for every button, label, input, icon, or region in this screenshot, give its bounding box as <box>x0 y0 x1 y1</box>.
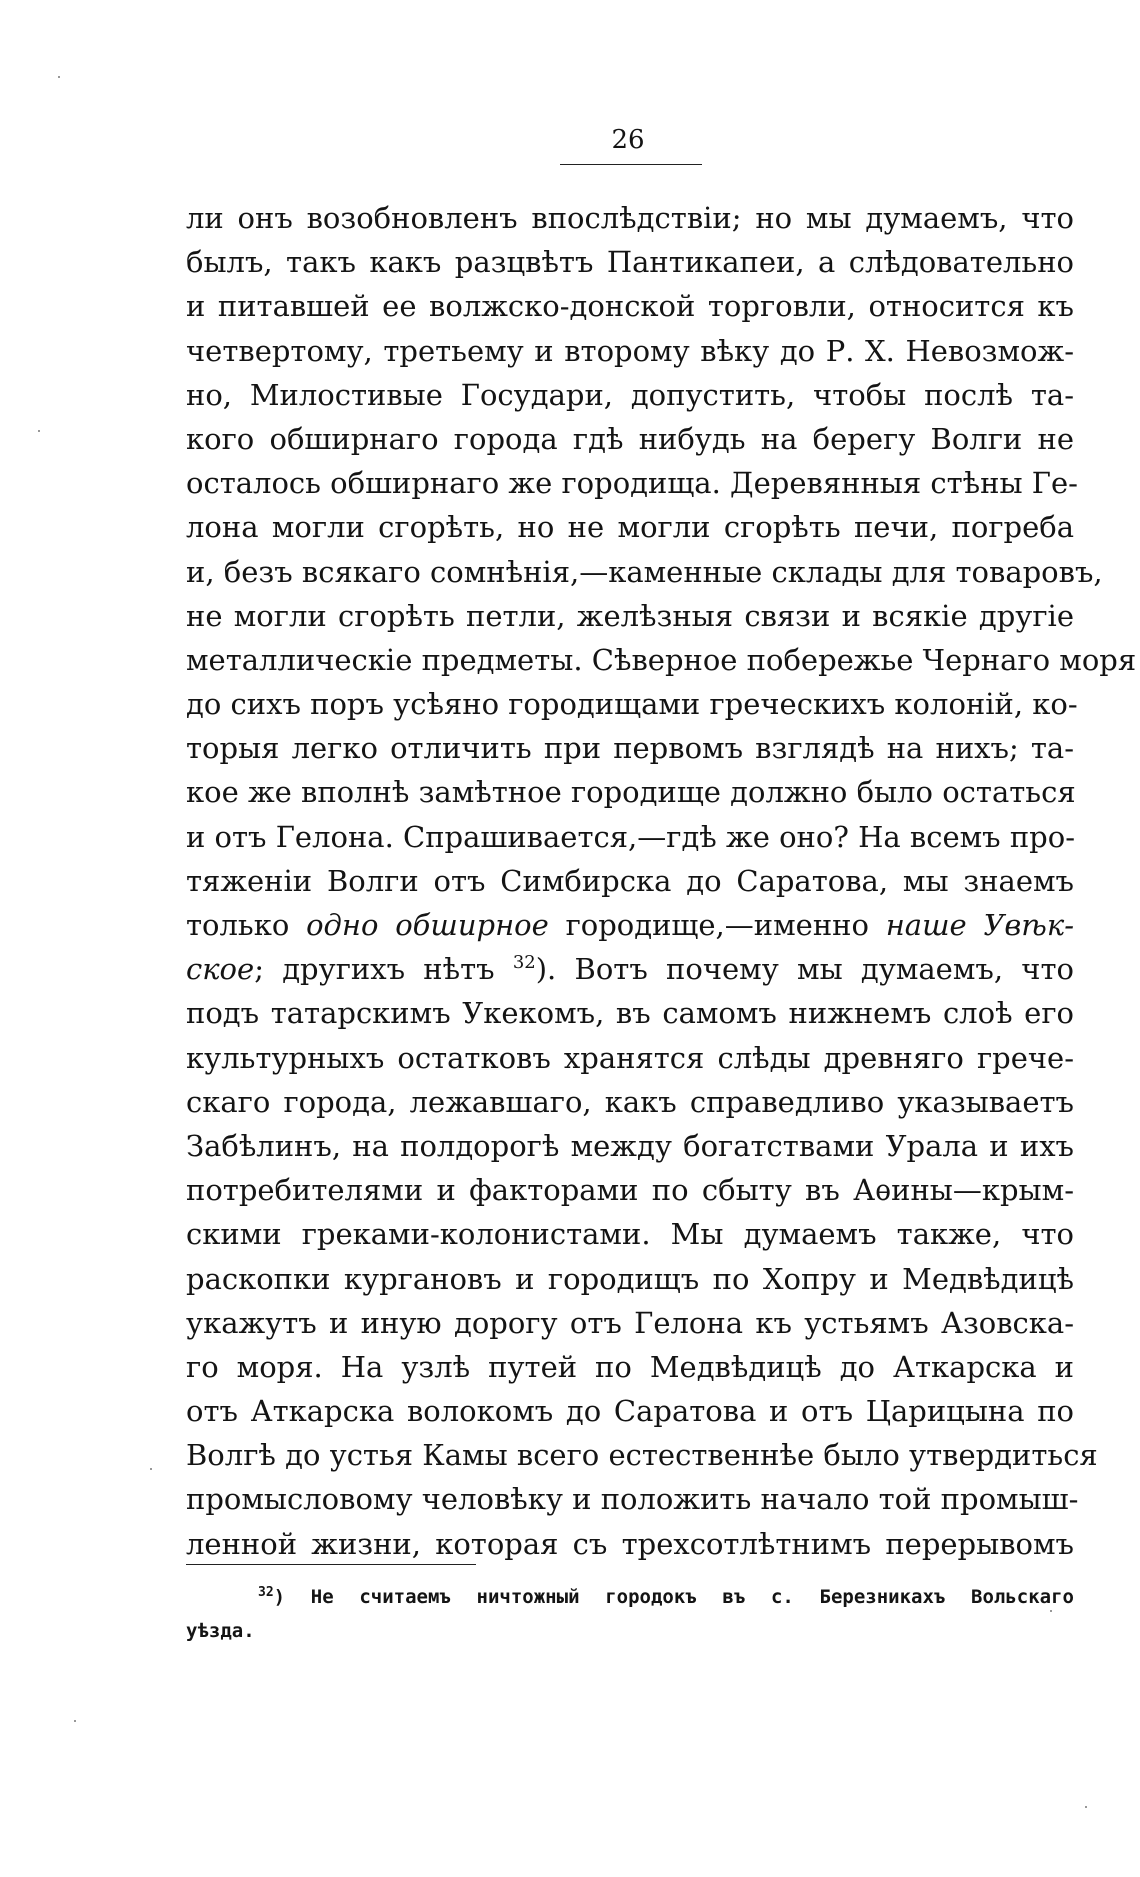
text-line: культурныхъ остатковъ хранятся слѣды древняго грече- <box>186 1040 1074 1075</box>
text-line: и, безъ всякаго сомнѣнія,—каменные склады для товаровъ, <box>186 554 1103 589</box>
text-line: скими греками-колонистами. Мы думаемъ также, что <box>186 1217 1074 1252</box>
italic-phrase: одно обширное <box>306 908 549 942</box>
text-fragment: ; другихъ нѣтъ <box>254 952 495 987</box>
text-line: отъ Аткарска волокомъ до Саратова и отъ Царицына по <box>186 1394 1074 1429</box>
text-line: потребителями и факторами по сбыту въ Аѳины—крым- <box>186 1173 1074 1208</box>
text-fragment: городище,—именно <box>565 908 869 942</box>
text-line: Забѣлинъ, на полдорогѣ между богатствами Урала и ихъ <box>186 1128 1074 1163</box>
paper-speck <box>74 1720 76 1722</box>
text-line: не могли сгорѣть петли, желѣзныя связи и всякіе другіе <box>186 598 1074 633</box>
text-line: промысловому человѣку и положить начало той промыш- <box>186 1482 1079 1517</box>
text-line: подъ татарскимъ Укекомъ, въ самомъ нижнемъ слоѣ его <box>186 996 1074 1031</box>
text-line: укажутъ и иную дорогу отъ Гелона къ устьямъ Азовска- <box>186 1305 1074 1340</box>
italic-phrase: ское <box>186 952 255 987</box>
text-line: четвертому, третьему и второму вѣку до Р. Х. Невозмож- <box>186 333 1074 368</box>
text-line: осталось обширнаго же городища. Деревянныя стѣны Ге- <box>186 466 1078 501</box>
text-line: и питавшей ее волжско-донской торговли, относится къ <box>186 289 1074 324</box>
paper-speck <box>1085 1806 1087 1808</box>
text-line-with-italics <box>186 903 1074 947</box>
text-line: кое же вполнѣ замѣтное городище должно было остаться <box>186 775 1076 810</box>
text-line: былъ, такъ какъ разцвѣтъ Пантикапеи, а слѣдовательно <box>186 245 1074 280</box>
footnote-line: уѣзда. <box>186 1620 255 1642</box>
page-number-block <box>560 124 696 156</box>
text-line: до сихъ поръ усѣяно городищами греческихъ колоній, ко- <box>186 687 1078 722</box>
footnote-text: ) Не считаемъ ничтожный городокъ въ с. Березникахъ Вольскаго <box>273 1586 1074 1608</box>
text-line: но, Милостивые Государи, допустить, чтобы послѣ та- <box>186 377 1074 412</box>
text-line: торыя легко отличить при первомъ взглядѣ на нихъ; та- <box>186 731 1074 766</box>
text-line: скаго города, лежавшаго, какъ справедливо указываетъ <box>186 1084 1074 1119</box>
paper-speck <box>1050 1610 1052 1612</box>
italic-phrase: наше Увѣк- <box>885 908 1074 942</box>
footnotes <box>186 1580 1074 1648</box>
footnote-reference[interactable]: 32 <box>512 952 536 974</box>
text-line: кого обширнаго города гдѣ нибудь на берегу Волги не <box>186 421 1074 456</box>
footnote-separator <box>186 1564 476 1565</box>
text-line: и отъ Гелона. Спрашивается,—гдѣ же оно? На всемъ про- <box>186 819 1075 854</box>
text-line: раскопки кургановъ и городищъ по Хопру и Медвѣдицѣ <box>186 1261 1074 1296</box>
text-line-with-footnote-ref <box>186 947 1074 991</box>
text-line: металлическіе предметы. Сѣверное побережье Чернаго моря <box>186 642 1137 677</box>
text-line: го моря. На узлѣ путей по Медвѣдицѣ до Аткарска и <box>186 1349 1074 1384</box>
page-number: 26 <box>611 125 645 155</box>
footnote-line <box>186 1580 1074 1614</box>
text-line: тяженіи Волги отъ Симбирска до Саратова, мы знаемъ <box>186 863 1074 898</box>
text-line: ли онъ возобновленъ впослѣдствіи; но мы думаемъ, что <box>186 201 1074 235</box>
paper-speck <box>58 76 60 78</box>
text-fragment: только <box>186 908 290 942</box>
footnote-number: 32 <box>258 1585 274 1600</box>
page-number-rule <box>560 164 702 165</box>
body-text <box>186 196 1137 1566</box>
paper-speck <box>38 430 40 432</box>
paper-speck <box>150 1468 152 1470</box>
text-line: Волгѣ до устья Камы всего естественнѣе было утвердиться <box>186 1438 1098 1473</box>
text-line: лона могли сгорѣть, но не могли сгорѣть печи, погреба <box>186 510 1074 545</box>
text-line: ленной жизни, которая съ трехсотлѣтнимъ перерывомъ <box>186 1526 1074 1561</box>
text-fragment: ). Вотъ почему мы думаемъ, что <box>535 952 1074 987</box>
